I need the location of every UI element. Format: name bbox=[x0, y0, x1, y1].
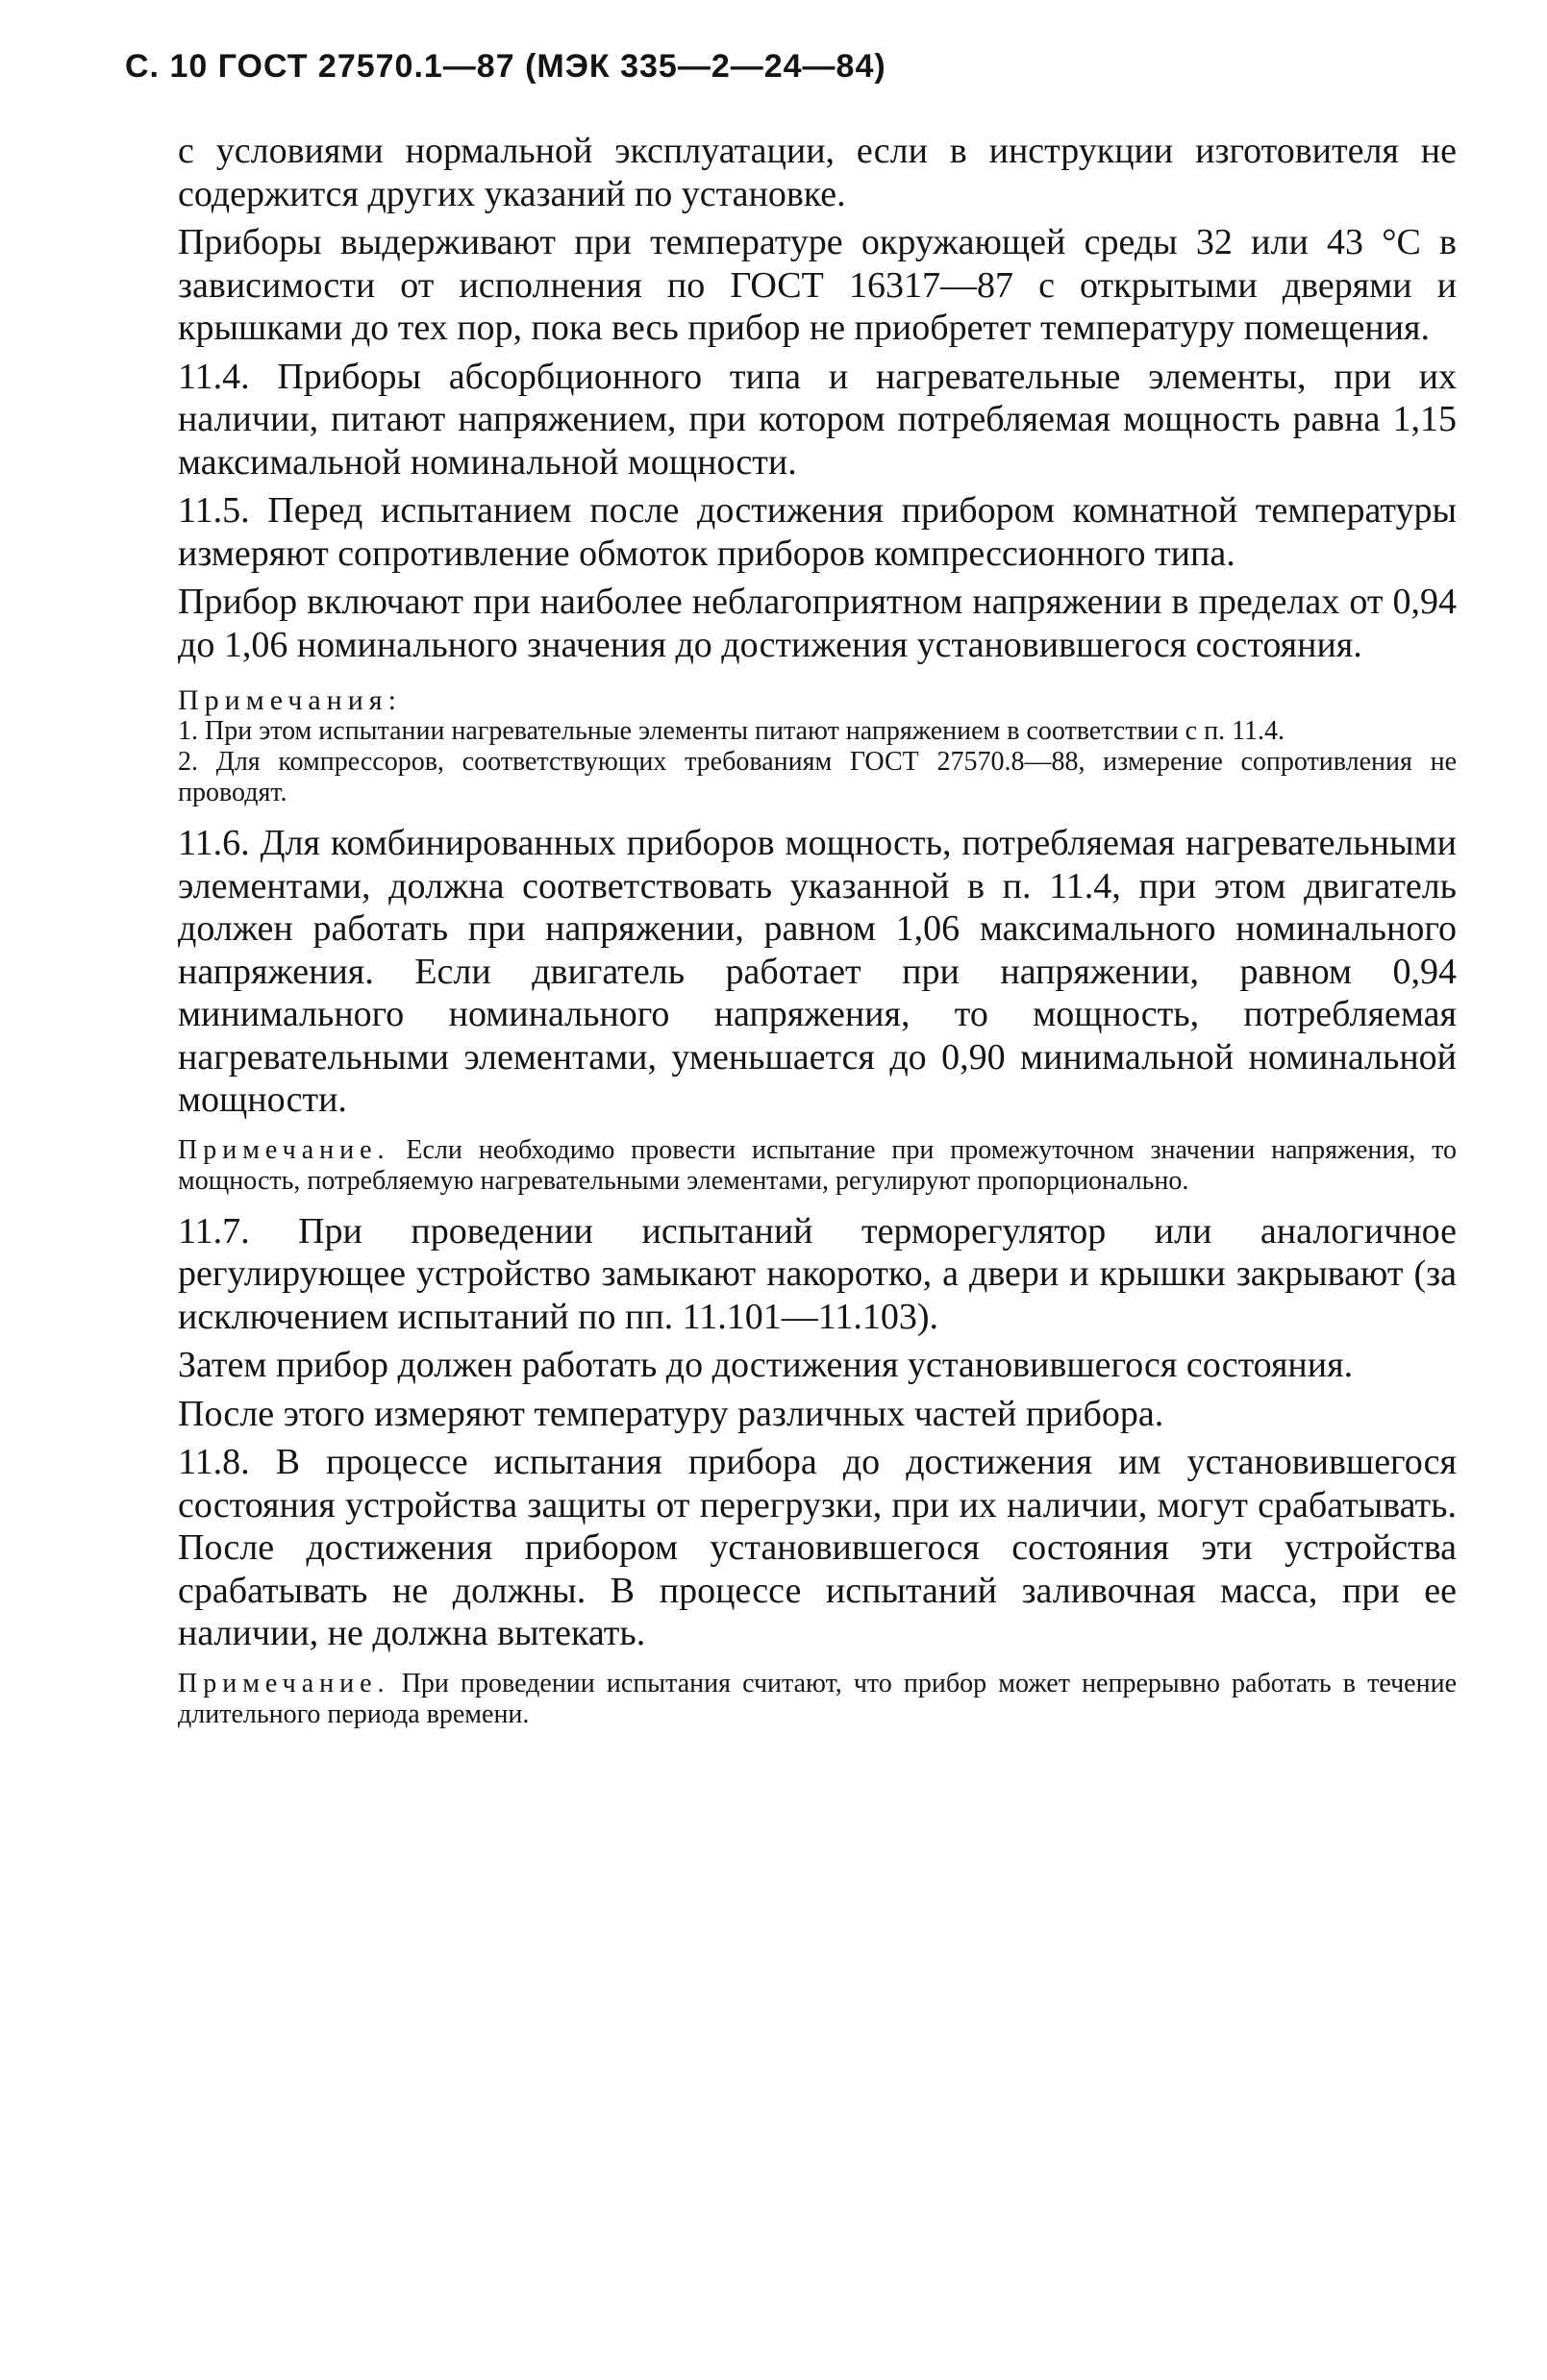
note-label: Примечание. bbox=[178, 1134, 390, 1165]
note-item-1: 1. При этом испытании нагревательные элементы питают напряжением в соответствии с п. 11.4. bbox=[178, 716, 1285, 746]
note-text-final: При проведении испытания считают, что прибор может непрерывно работать в течение длительного периода времени. bbox=[178, 1668, 1458, 1729]
notes-heading: Примечания: bbox=[178, 684, 402, 716]
note-item-2: 2. Для компрессоров, соответствующих требованиям ГОСТ 27570.8—88, измерение сопротивления не проводят. bbox=[178, 747, 1457, 807]
page-header: С. 10 ГОСТ 27570.1—87 (МЭК 335—2—24—84) bbox=[125, 48, 886, 85]
paragraph-continuation: с условиями нормальной эксплуатации, если в инструкции изготовителя не содержится других указаний по установке. bbox=[178, 131, 1457, 214]
paragraph-11-6: 11.6. Для комбинированных приборов мощность, потребляемая нагревательными элементами, должна соответствовать указанной в п. 11.4, при этом двигатель должен работать при напряжении, равном 1,06 максимального номинального напряжения. Если двигатель работает при напряжении, равном 0,94 минимального номинального напряжения, то мощность, потребляемая нагревательными элементами, уменьшается до 0,90 минимальной номинальной мощности. bbox=[178, 823, 1457, 1120]
body-text bbox=[178, 130, 1457, 1730]
paragraph-measure-temperature: После этого измеряют температуру различных частей прибора. bbox=[178, 1393, 1164, 1434]
paragraph-ambient-temperature: Приборы выдерживают при температуре окружающей среды 32 или 43 °С в зависимости от исполнения по ГОСТ 16317—87 с открытыми дверями и крышками до тех пор, пока весь прибор не приобретет температуру помещения. bbox=[178, 222, 1457, 348]
paragraph-11-7: 11.7. При проведении испытаний терморегулятор или аналогичное регулирующее устройство замыкают накоротко, а двери и крышки закрывают (за исключением испытаний по пп. 11.101—11.103). bbox=[178, 1210, 1457, 1337]
paragraph-11-5: 11.5. Перед испытанием после достижения прибором комнатной температуры измеряют сопротивление обмоток приборов компрессионного типа. bbox=[178, 490, 1457, 574]
paragraph-11-4: 11.4. Приборы абсорбционного типа и нагревательные элементы, при их наличии, питают напряжением, при котором потребляемая мощность равна 1,15 максимальной номинальной мощности. bbox=[178, 356, 1457, 483]
paragraph-voltage: Прибор включают при наиболее неблагоприятном напряжении в пределах от 0,94 до 1,06 номинального значения до достижения установившегося состояния. bbox=[178, 582, 1457, 665]
paragraph-steady-state: Затем прибор должен работать до достижения установившегося состояния. bbox=[178, 1345, 1354, 1385]
note-intermediate-voltage bbox=[178, 1135, 1457, 1197]
note-text: Если необходимо провести испытание при промежуточном значении напряжения, то мощность, потребляемую нагревательными элементами, регулируют пропорционально. bbox=[178, 1134, 1457, 1196]
note-label-final: Примечание. bbox=[178, 1668, 390, 1698]
paragraph-11-8: 11.8. В процессе испытания прибора до достижения им установившегося состояния устройства защиты от перегрузки, при их наличии, могут срабатывать. После достижения прибором установившегося состояния эти устройства срабатывать не должны. В процессе испытаний заливочная масса, при ее наличии, не должна вытекать. bbox=[178, 1442, 1457, 1653]
note-continuous-operation bbox=[178, 1669, 1457, 1730]
